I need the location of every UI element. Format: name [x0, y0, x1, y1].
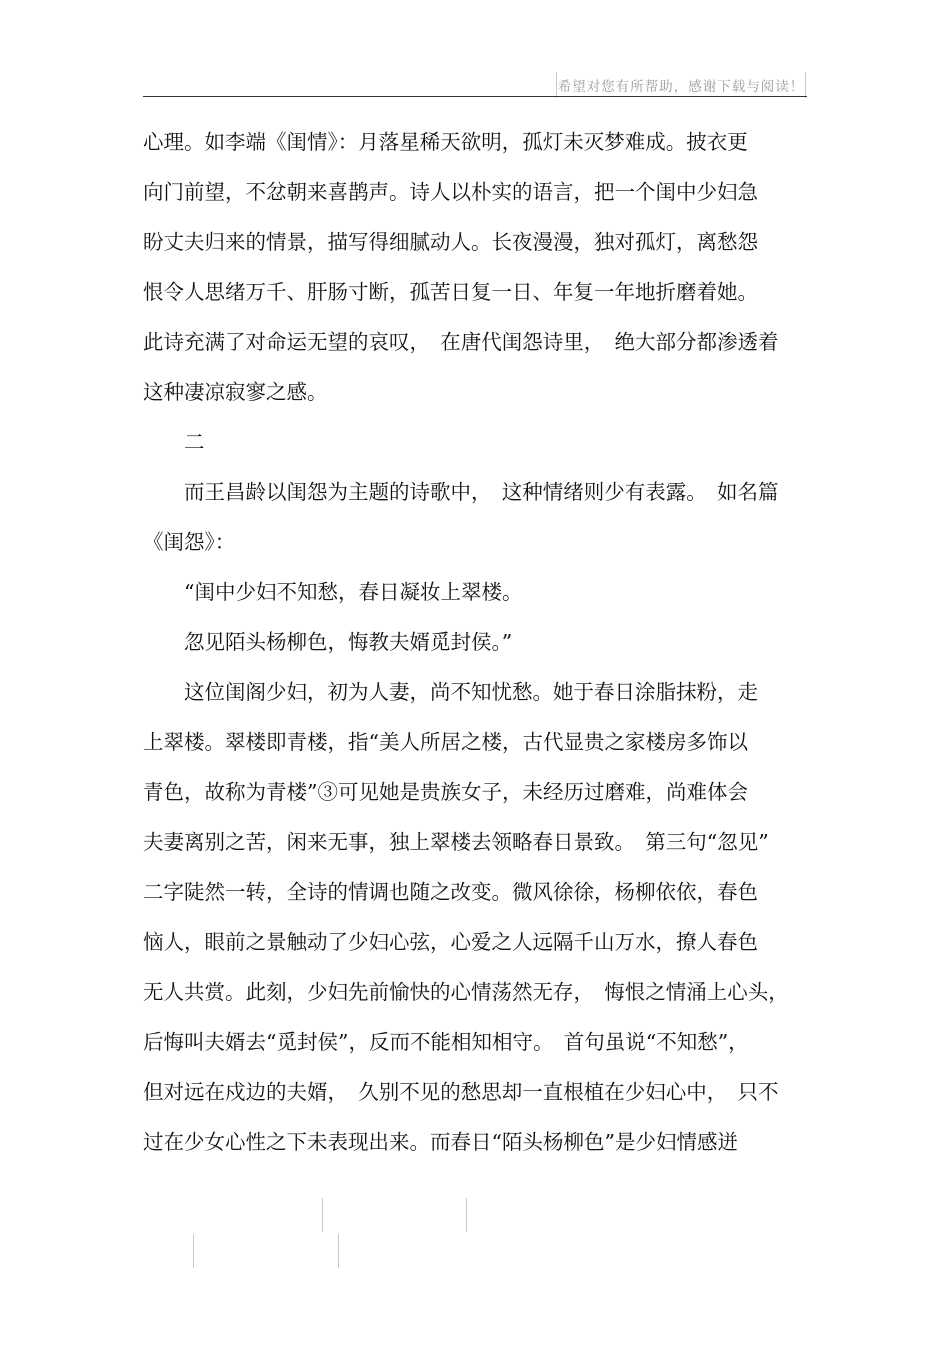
- footer-mark: [466, 1198, 467, 1232]
- body-line: 但对远在戍边的夫婿， 久别不见的愁思却一直根植在少妇心中， 只不: [143, 1080, 779, 1104]
- header-rule: [143, 96, 807, 97]
- body-line: 青色，故称为青楼”③可见她是贵族女子，未经历过磨难，尚难体会: [143, 780, 748, 804]
- footer-mark: [322, 1198, 323, 1232]
- header-banner: [556, 72, 806, 98]
- body-line: 这位闺阁少妇，初为人妻，尚不知忧愁。她于春日涂脂抹粉，走: [143, 680, 758, 704]
- footer-mark: [193, 1234, 194, 1268]
- body-line: 心理。如李端《闺情》：月落星稀天欲明，孤灯未灭梦难成。披衣更: [143, 130, 748, 154]
- poem-line: “闺中少妇不知愁，春日凝妆上翠楼。: [143, 580, 523, 604]
- body-line: 夫妻离别之苦，闲来无事，独上翠楼去领略春日景致。 第三句“忽见”: [143, 830, 769, 854]
- body-line: 此诗充满了对命运无望的哀叹， 在唐代闺怨诗里， 绝大部分都渗透着: [143, 330, 779, 354]
- body-line: 《闺怨》：: [143, 530, 236, 554]
- body-line: 后悔叫夫婿去“觅封侯”，反而不能相知相守。 首句虽说“不知愁”，: [143, 1030, 749, 1054]
- body-line: 无人共赏。此刻，少妇先前愉快的心情荡然无存， 悔恨之情涌上心头，: [143, 980, 789, 1004]
- body-line: 二字陡然一转，全诗的情调也随之改变。微风徐徐，杨柳依依，春色: [143, 880, 758, 904]
- header-banner-text: 希望对您有所帮助，感谢下载与阅读！: [557, 79, 805, 95]
- body-line: 这种凄凉寂寥之感。: [143, 380, 328, 404]
- body-line: 向门前望，不忿朝来喜鹊声。诗人以朴实的语言，把一个闺中少妇急: [143, 180, 758, 204]
- body-line: 恨令人思绪万千、肝肠寸断，孤苦日复一日、年复一年地折磨着她。: [143, 280, 758, 304]
- footer-mark: [338, 1234, 339, 1268]
- body-line: 过在少女心性之下未表现出来。而春日“陌头杨柳色”是少妇情感迸: [143, 1130, 738, 1154]
- body-line: 而王昌龄以闺怨为主题的诗歌中， 这种情绪则少有表露。 如名篇: [143, 480, 779, 504]
- poem-line: 忽见陌头杨柳色，悔教夫婿觅封侯。”: [143, 630, 513, 654]
- body-line: 恼人，眼前之景触动了少妇心弦，心爱之人远隔千山万水，撩人春色: [143, 930, 758, 954]
- body-line: 上翠楼。翠楼即青楼，指“美人所居之楼，古代显贵之家楼房多饰以: [143, 730, 748, 754]
- body-line: 盼丈夫归来的情景，描写得细腻动人。长夜漫漫，独对孤灯，离愁怨: [143, 230, 758, 254]
- section-number: 二: [143, 430, 205, 454]
